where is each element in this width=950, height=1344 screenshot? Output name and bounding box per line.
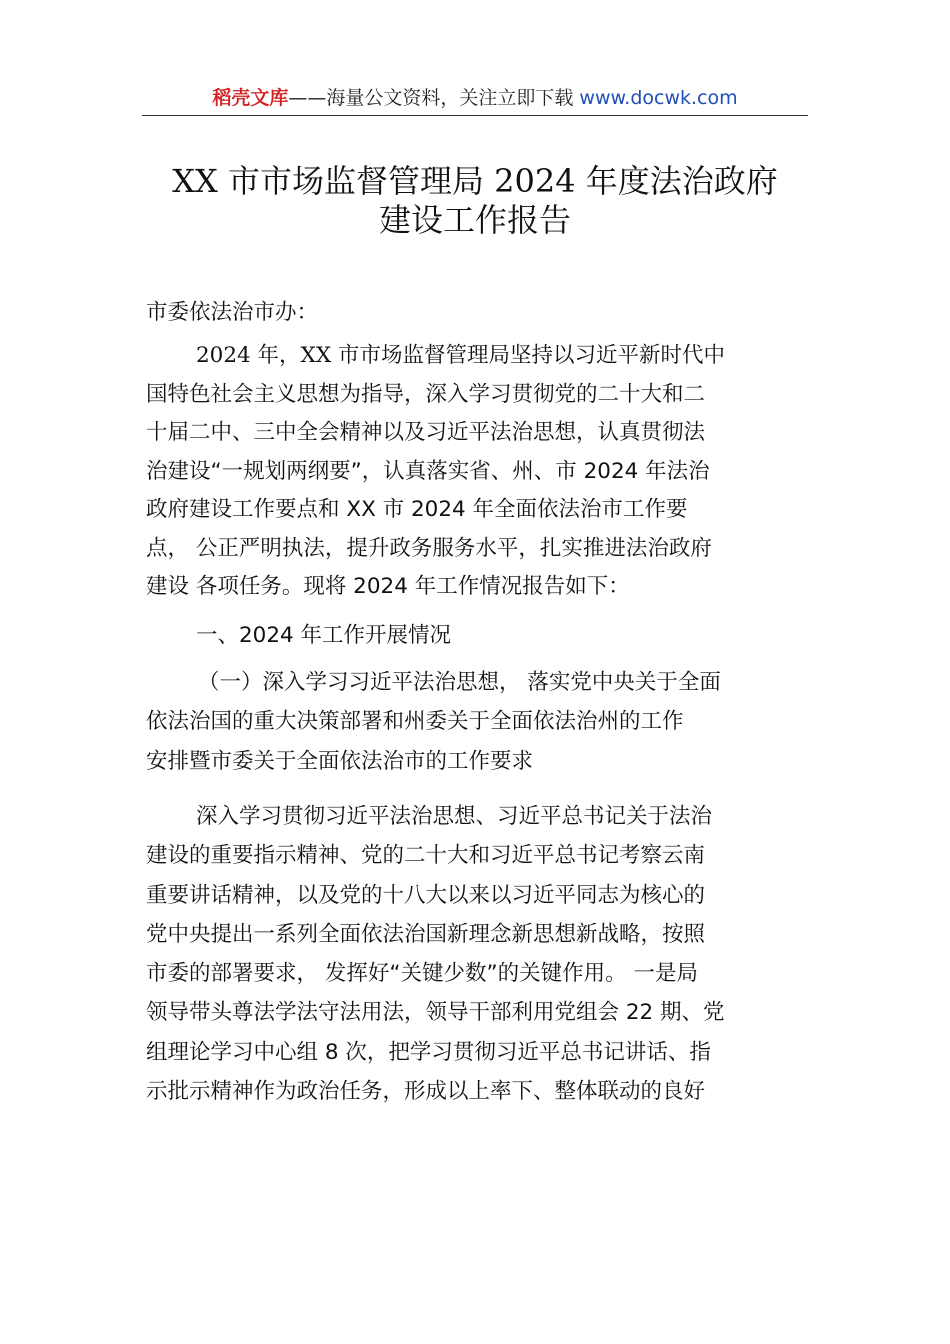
paragraph-line: 深入学习贯彻习近平法治思想、习近平总书记关于法治 <box>196 804 713 829</box>
paragraph-line: 建设的重要指示精神、党的二十大和习近平总书记考察云南 <box>146 843 706 869</box>
paragraph-line: 建设 各项任务。现将 2024 年工作情况报告如下： <box>146 574 630 599</box>
subheading-line: 依法治国的重大决策部署和州委关于全面依法治州的工作 <box>146 709 684 735</box>
paragraph-line: 治建设“一规划两纲要”，认真落实省、州、市 2024 年法治 <box>146 458 710 484</box>
paragraph-line: 国特色社会主义思想为指导，深入学习贯彻党的二十大和二 <box>146 381 706 407</box>
paragraph-line: 市委的部署要求， 发挥好“关键少数”的关键作用。 一是局 <box>146 961 698 987</box>
salutation-text: 市委依法治市办： <box>146 300 319 325</box>
header-tagline: ——海量公文资料，关注立即下载 <box>288 87 580 109</box>
subheading-line: （一）深入学习习近平法治思想， 落实党中央关于全面 <box>198 670 721 695</box>
paragraph-line: 党中央提出一系列全面依法治国新理念新思想新战略，按照 <box>146 921 706 947</box>
paragraph-line: 点， 公正严明执法，提升政务服务水平，扎实推进法治政府 <box>146 535 712 561</box>
subsection-heading <box>146 663 810 781</box>
body-paragraph <box>146 797 810 1111</box>
brand-logo-text: 稻壳文库 <box>212 87 289 109</box>
intro-paragraph <box>146 337 810 607</box>
paragraph-line: 十届二中、三中全会精神以及习近平法治思想，认真贯彻法 <box>146 420 706 445</box>
paragraph-line: 组理论学习中心组 8 次，把学习贯彻习近平总书记讲话、指 <box>146 1039 711 1065</box>
subheading-line: 安排暨市委关于全面依法治市的工作要求 <box>146 748 534 774</box>
paragraph-line: 领导带头尊法学法守法用法，领导干部利用党组会 22 期、党 <box>146 1000 725 1026</box>
paragraph-line: 示批示精神作为政治任务，形成以上率下、整体联动的良好 <box>146 1079 706 1105</box>
header-divider <box>142 115 808 116</box>
paragraph-line: 政府建设工作要点和 XX 市 2024 年全面依法治市工作要 <box>146 497 688 522</box>
document-title <box>142 162 808 239</box>
section-heading <box>146 617 810 656</box>
watermark-header <box>142 84 808 112</box>
paragraph-line: 重要讲话精神，以及党的十八大以来以习近平同志为核心的 <box>146 882 706 908</box>
section-heading-text: 一、2024 年工作开展情况 <box>196 623 452 648</box>
title-line: XX 市市场监督管理局 2024 年度法治政府 <box>172 162 778 200</box>
header-url-link[interactable]: www.docwk.com <box>579 87 738 109</box>
title-line: 建设工作报告 <box>378 200 571 239</box>
paragraph-line: 2024 年，XX 市市场监督管理局坚持以习近平新时代中 <box>196 343 725 368</box>
salutation <box>146 294 810 333</box>
